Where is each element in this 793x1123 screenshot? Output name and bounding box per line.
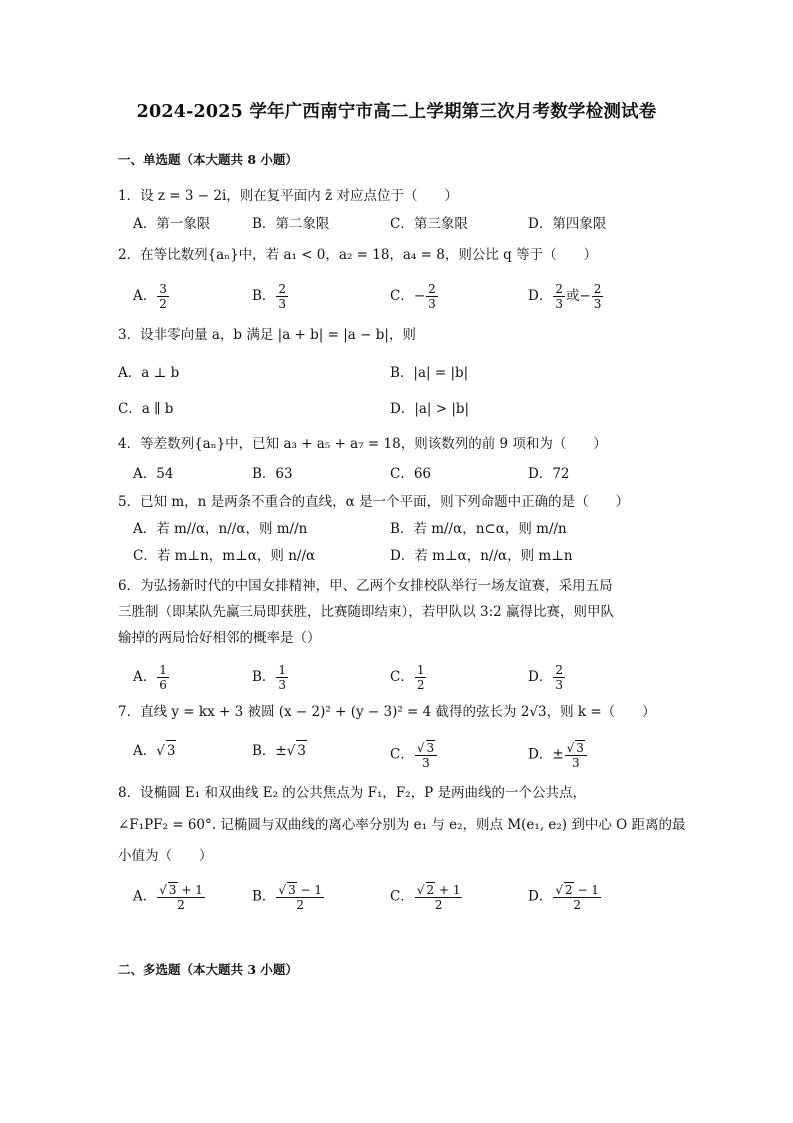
q6-option-c-label: C．: [390, 669, 414, 685]
q8-option-c: [390, 882, 463, 912]
q6-d-numerator: 2: [555, 663, 563, 677]
q2-d-denominator: 3: [555, 297, 563, 311]
question-8-line-2: ∠F₁PF₂ = 60°. 记椭圆与双曲线的离心率分别为 e₁ 与 e₂，则点 M(e₁, e₂) 到中心 O 距离的最: [118, 817, 686, 833]
question-6-line-2: 三胜制（即某队先赢三局即获胜，比赛随即结束），若甲队以 3:2 赢得比赛，则甲队: [118, 604, 615, 620]
q3-option-b: B．|a| = |b|: [390, 365, 469, 381]
section-heading-single-choice: 一、单选题（本大题共 8 小题）: [118, 152, 298, 167]
q7-b-radicand: 3: [296, 740, 307, 761]
q1-option-a: A．第一象限: [133, 216, 211, 232]
q8-option-d-fraction: [553, 882, 601, 912]
q8-b-numerator: √ 3 − 1: [278, 883, 323, 897]
question-2-stem: 2．在等比数列{aₙ}中，若 a₁ < 0，a₂ = 18，a₄ = 8，则公比 q 等于（ ）: [118, 247, 598, 263]
q6-a-numerator: 1: [159, 663, 167, 677]
q8-b-denominator: 2: [296, 898, 305, 912]
q6-option-d-fraction: [553, 663, 565, 692]
q8-option-d: [528, 882, 602, 912]
q7-c-denominator: 3: [422, 756, 430, 770]
q7-option-b: B．±√ 3: [252, 740, 307, 761]
q6-option-c: [390, 663, 427, 692]
q7-option-d-label: D．: [528, 746, 553, 763]
question-7-stem: 7．直线 y = kx + 3 被圆 (x − 2)² + (y − 3)² = 4 截得的弦长为 2√3，则 k =（ ）: [118, 704, 656, 720]
q3-option-a: A．a ⊥ b: [118, 365, 180, 381]
q8-d-denominator: 2: [573, 898, 581, 912]
q2-c-denominator: 3: [428, 297, 436, 311]
q2-option-a-fraction: [157, 282, 169, 311]
q2-option-c: [390, 282, 439, 311]
q2-option-c-fraction: [426, 282, 438, 311]
page-title: 2024-2025 学年广西南宁市高二上学期第三次月考数学检测试卷: [136, 102, 657, 122]
q8-c-denominator: 2: [434, 898, 443, 912]
q7-c-numerator: √ 3: [415, 740, 437, 756]
q2-option-a-label: A．: [133, 288, 157, 304]
q7-d-numerator: √ 3: [565, 740, 587, 756]
q7-option-a-label: A．: [133, 743, 157, 759]
q5-option-d: D．若 m⊥α，n//α，则 m⊥n: [390, 548, 573, 564]
q2-d-sign: −: [579, 288, 591, 304]
q8-d-tail: − 1: [573, 883, 599, 897]
q2-d-conjunction: 或: [565, 288, 580, 304]
question-6-line-3: 输掉的两局恰好相邻的概率是（）: [118, 630, 321, 646]
q6-option-a-label: A．: [133, 669, 157, 685]
q8-option-a-label: A．: [133, 888, 157, 905]
q8-option-b-label: B．: [252, 888, 276, 905]
q7-option-c-label: C．: [390, 746, 414, 763]
q8-option-c-fraction: [415, 882, 463, 912]
q8-option-a-fraction: [157, 882, 205, 912]
q7-a-radicand: 3: [166, 740, 177, 761]
q2-d-denominator-2: 3: [593, 297, 602, 311]
q7-d-plus-minus: ±: [552, 746, 564, 763]
question-5-stem: 5．已知 m，n 是两条不重合的直线，α 是一个平面，则下列命题中正确的是（ ）: [118, 494, 630, 510]
q7-b-plus-minus: ±: [275, 743, 287, 759]
q2-a-denominator: 2: [159, 297, 167, 311]
q5-option-b: B．若 m//α，n⊂α，则 m//n: [390, 521, 567, 537]
q4-option-c: C．66: [390, 466, 432, 482]
q7-option-d: [528, 740, 588, 770]
q2-option-b: [252, 282, 289, 311]
q8-b-tail: − 1: [296, 883, 323, 897]
q2-d-numerator-2: 2: [593, 282, 602, 296]
q4-option-b: B．63: [252, 466, 293, 482]
q7-c-radicand: 3: [426, 741, 435, 755]
question-8-line-3: 小值为（ ）: [118, 848, 213, 864]
q6-option-b-label: B．: [252, 669, 276, 685]
q8-option-c-label: C．: [390, 888, 414, 905]
q6-option-d: [528, 663, 566, 692]
q2-c-numerator: 2: [428, 282, 436, 296]
question-3-stem: 3．设非零向量 a，b 满足 |a + b| = |a − b|，则: [118, 327, 416, 343]
q6-option-b-fraction: [276, 663, 288, 692]
q2-option-b-fraction: [276, 282, 288, 311]
q8-d-radicand: 2: [564, 883, 573, 897]
q8-c-radicand: 2: [426, 883, 435, 897]
q2-option-d-fraction-2: [592, 282, 604, 311]
q6-option-c-fraction: [415, 663, 427, 692]
q2-a-numerator: 3: [159, 282, 167, 296]
question-6-line-1: 6．为弘扬新时代的中国女排精神，甲、乙两个女排校队举行一场友谊赛，采用五局: [118, 578, 613, 594]
q6-b-numerator: 1: [278, 663, 287, 677]
q8-c-numerator: √ 2 + 1: [416, 883, 461, 897]
q7-option-d-fraction: [565, 740, 587, 770]
q6-b-denominator: 3: [278, 678, 287, 692]
question-8-line-1: 8．设椭圆 E₁ 和双曲线 E₂ 的公共焦点为 F₁，F₂，P 是两曲线的一个公共点，: [118, 785, 587, 801]
q4-option-d: D．72: [528, 466, 570, 482]
q2-d-numerator: 2: [555, 282, 563, 296]
section-heading-multiple-choice: 二、多选题（本大题共 3 小题）: [118, 962, 298, 977]
q6-a-denominator: 6: [159, 678, 167, 692]
q2-option-c-label: C．: [390, 288, 414, 304]
q7-option-c: [390, 740, 438, 770]
q5-option-c: C．若 m⊥n，m⊥α，则 n//α: [133, 548, 316, 564]
q1-option-c: C．第三象限: [390, 216, 468, 232]
q8-option-a: [133, 882, 206, 912]
q6-option-a-fraction: [157, 663, 169, 692]
q6-c-denominator: 2: [416, 678, 425, 692]
q8-b-radicand: 3: [288, 883, 296, 897]
q2-option-d-label: D．: [528, 288, 553, 304]
q7-option-c-fraction: [415, 740, 437, 770]
q1-option-d: D．第四象限: [528, 216, 607, 232]
q8-a-denominator: 2: [177, 898, 185, 912]
q2-option-a: [133, 282, 170, 311]
q7-option-b-label: B．: [252, 743, 276, 759]
q6-option-a: [133, 663, 170, 692]
q2-option-d: [528, 282, 604, 311]
q8-a-radicand: 3: [168, 883, 177, 897]
question-1-stem: 1．设 z = 3 − 2i，则在复平面内 z̄ 对应点位于（ ）: [118, 188, 458, 204]
q2-b-numerator: 2: [278, 282, 287, 296]
q1-option-b: B．第二象限: [252, 216, 330, 232]
q7-d-denominator: 3: [571, 756, 580, 770]
question-4-stem: 4．等差数列{aₙ}中，已知 a₃ + a₅ + a₇ = 18，则该数列的前 9 项和为（ ）: [118, 436, 607, 452]
q7-d-radicand: 3: [576, 741, 584, 755]
q8-c-tail: + 1: [435, 883, 461, 897]
q2-option-d-fraction: [553, 282, 565, 311]
q6-option-b: [252, 663, 289, 692]
q3-option-d: D．|a| > |b|: [390, 401, 470, 417]
q4-option-a: A．54: [133, 466, 174, 482]
q5-option-a: A．若 m//α，n//α，则 m//n: [133, 521, 308, 537]
q7-option-a: A．√ 3: [133, 740, 176, 761]
q6-d-denominator: 3: [555, 678, 563, 692]
q2-c-sign: −: [413, 288, 426, 304]
q8-option-b: [252, 882, 325, 912]
q2-option-b-label: B．: [252, 288, 276, 304]
q2-b-denominator: 3: [278, 297, 287, 311]
q3-option-c: C．a ∥ b: [118, 401, 174, 417]
q8-a-numerator: √ 3 + 1: [159, 883, 203, 897]
q8-a-tail: + 1: [177, 883, 203, 897]
q6-c-numerator: 1: [416, 663, 425, 677]
q6-option-d-label: D．: [528, 669, 553, 685]
q8-option-d-label: D．: [528, 888, 553, 905]
q8-d-numerator: √ 2 − 1: [555, 883, 599, 897]
q8-option-b-fraction: [276, 882, 324, 912]
